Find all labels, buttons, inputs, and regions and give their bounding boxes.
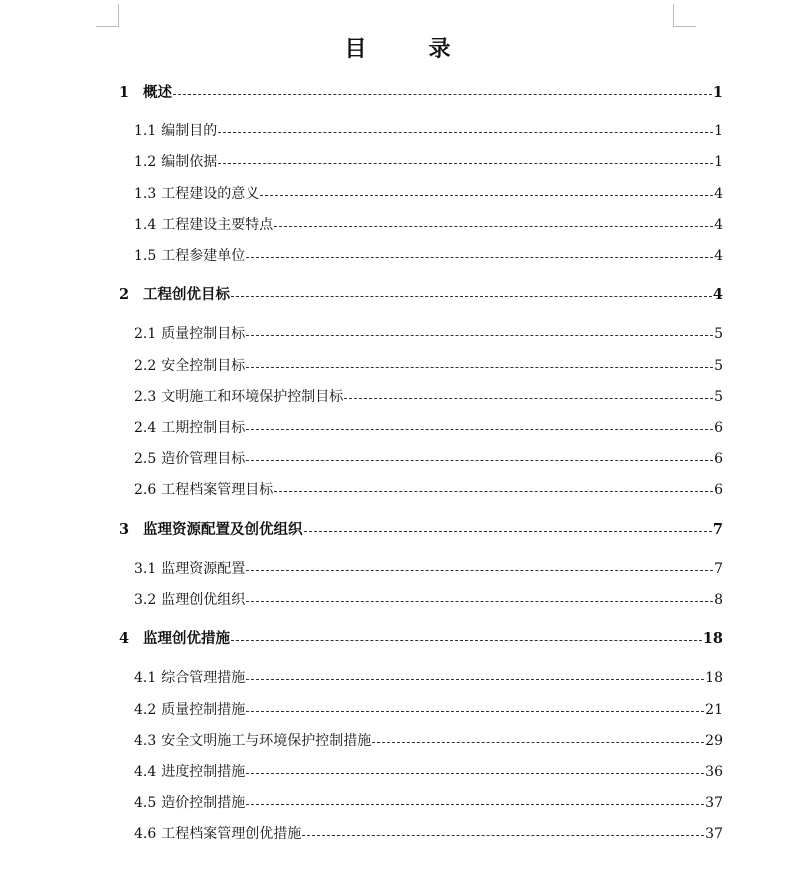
toc-entry-number: 1.4 [134,217,157,233]
toc-section-entry[interactable] [134,448,723,470]
toc-entry-page-number: 7 [714,561,723,577]
toc-entry-page-number: 6 [714,451,723,467]
toc-entry-title: 工程建设主要特点 [161,217,274,233]
toc-chapter-entry[interactable] [119,519,723,541]
toc-section-entry[interactable] [134,730,723,752]
toc-section-entry[interactable] [134,479,723,501]
toc-entry-number: 1 [119,84,130,101]
toc-entry-page-number: 18 [705,670,723,686]
toc-dot-leader [173,94,712,95]
toc-entry-page-number: 18 [702,630,723,647]
toc-entry-title: 工程档案管理目标 [161,482,274,498]
toc-dot-leader [246,601,713,602]
toc-entry-page-number: 6 [714,420,723,436]
toc-entry-page-number: 21 [705,702,723,718]
toc-section-entry[interactable] [134,699,723,721]
toc-entry-page-number: 1 [712,84,723,101]
toc-section-entry[interactable] [134,183,723,205]
toc-dot-leader [274,491,713,492]
toc-entry-number: 4.6 [134,826,157,842]
toc-section-entry[interactable] [134,386,723,408]
toc-entry-title: 安全控制目标 [161,358,246,374]
toc-entry-number: 1.3 [134,186,157,202]
toc-section-entry[interactable] [134,792,723,814]
toc-entry-number: 1.1 [134,123,157,139]
toc-entry-number: 4.3 [134,733,157,749]
toc-entry-number: 2.6 [134,482,157,498]
toc-entry-page-number: 29 [705,733,723,749]
toc-dot-leader [246,257,713,258]
toc-section-entry[interactable] [134,355,723,377]
toc-entry-number: 2.5 [134,451,157,467]
toc-dot-leader [246,367,713,368]
toc-dot-leader [231,640,702,641]
toc-entry-page-number: 4 [712,286,723,303]
toc-dot-leader [260,195,713,196]
toc-dot-leader [218,163,713,164]
toc-entry-page-number: 4 [714,186,723,202]
toc-section-entry[interactable] [134,823,723,845]
toc-entry-page-number: 36 [705,764,723,780]
page-corner-mark-left [96,4,119,27]
toc-entry-page-number: 1 [714,154,723,170]
toc-dot-leader [246,335,713,336]
toc-entry-number: 1.5 [134,248,157,264]
toc-entry-page-number: 5 [714,358,723,374]
toc-dot-leader [302,835,704,836]
toc-section-entry[interactable] [134,761,723,783]
toc-entry-number: 3.1 [134,561,157,577]
toc-entry-page-number: 37 [705,826,723,842]
toc-dot-leader [372,742,704,743]
toc-entry-page-number: 7 [712,521,723,538]
toc-entry-number: 4.1 [134,670,157,686]
toc-entry-title: 造价控制措施 [161,795,246,811]
toc-entry-title: 工期控制目标 [161,420,246,436]
toc-entry-title: 进度控制措施 [161,764,246,780]
toc-entry-title: 编制依据 [161,154,218,170]
toc-chapter-entry[interactable] [119,82,723,104]
toc-dot-leader [231,296,712,297]
toc-section-entry[interactable] [134,417,723,439]
toc-entry-page-number: 4 [714,248,723,264]
toc-entry-number: 4.2 [134,702,157,718]
toc-entry-title: 监理创优措施 [143,630,230,647]
toc-section-entry[interactable] [134,245,723,267]
toc-chapter-entry[interactable] [119,284,723,306]
toc-section-entry[interactable] [134,151,723,173]
toc-entry-title: 文明施工和环境保护控制目标 [161,389,344,405]
toc-entry-title: 造价管理目标 [161,451,246,467]
toc-entry-title: 工程创优目标 [143,286,230,303]
toc-entry-title: 工程参建单位 [161,248,246,264]
toc-dot-leader [344,398,713,399]
toc-entry-title: 监理资源配置及创优组织 [143,521,303,538]
toc-section-entry[interactable] [134,120,723,142]
toc-entry-title: 综合管理措施 [161,670,246,686]
toc-entry-title: 工程档案管理创优措施 [161,826,302,842]
toc-entry-page-number: 8 [714,592,723,608]
toc-section-entry[interactable] [134,667,723,689]
page-corner-mark-right [673,4,696,27]
toc-entry-number: 4.4 [134,764,157,780]
toc-entry-number: 2.1 [134,326,157,342]
toc-entry-page-number: 5 [714,389,723,405]
toc-entry-page-number: 4 [714,217,723,233]
toc-entry-page-number: 6 [714,482,723,498]
toc-entry-number: 4 [119,630,130,647]
toc-entry-number: 3.2 [134,592,157,608]
toc-entry-page-number: 5 [714,326,723,342]
toc-dot-leader [218,132,713,133]
toc-section-entry[interactable] [134,214,723,236]
toc-dot-leader [246,711,704,712]
toc-entry-page-number: 1 [714,123,723,139]
toc-entry-title: 质量控制措施 [161,702,246,718]
toc-entry-number: 4.5 [134,795,157,811]
toc-entry-title: 概述 [143,84,172,101]
toc-dot-leader [246,804,704,805]
toc-entry-number: 2.2 [134,358,157,374]
toc-entry-number: 1.2 [134,154,157,170]
toc-section-entry[interactable] [134,589,723,611]
toc-dot-leader [246,773,704,774]
toc-section-entry[interactable] [134,558,723,580]
toc-dot-leader [274,226,713,227]
toc-entry-title: 质量控制目标 [161,326,246,342]
toc-section-entry[interactable] [134,323,723,345]
toc-entry-title: 工程建设的意义 [161,186,260,202]
toc-dot-leader [304,531,712,532]
toc-entry-number: 2 [119,286,130,303]
toc-entry-title: 安全文明施工与环境保护控制措施 [161,733,372,749]
toc-chapter-entry[interactable] [119,628,723,650]
toc-dot-leader [246,460,713,461]
toc-entry-title: 编制目的 [161,123,218,139]
toc-entry-number: 3 [119,521,130,538]
toc-dot-leader [246,570,713,571]
toc-entry-number: 2.4 [134,420,157,436]
toc-dot-leader [246,429,713,430]
toc-entry-number: 2.3 [134,389,157,405]
toc-entry-page-number: 37 [705,795,723,811]
toc-title: 目 录 [344,36,471,62]
toc-dot-leader [246,679,704,680]
toc-entry-title: 监理创优组织 [161,592,246,608]
toc-entry-title: 监理资源配置 [161,561,246,577]
